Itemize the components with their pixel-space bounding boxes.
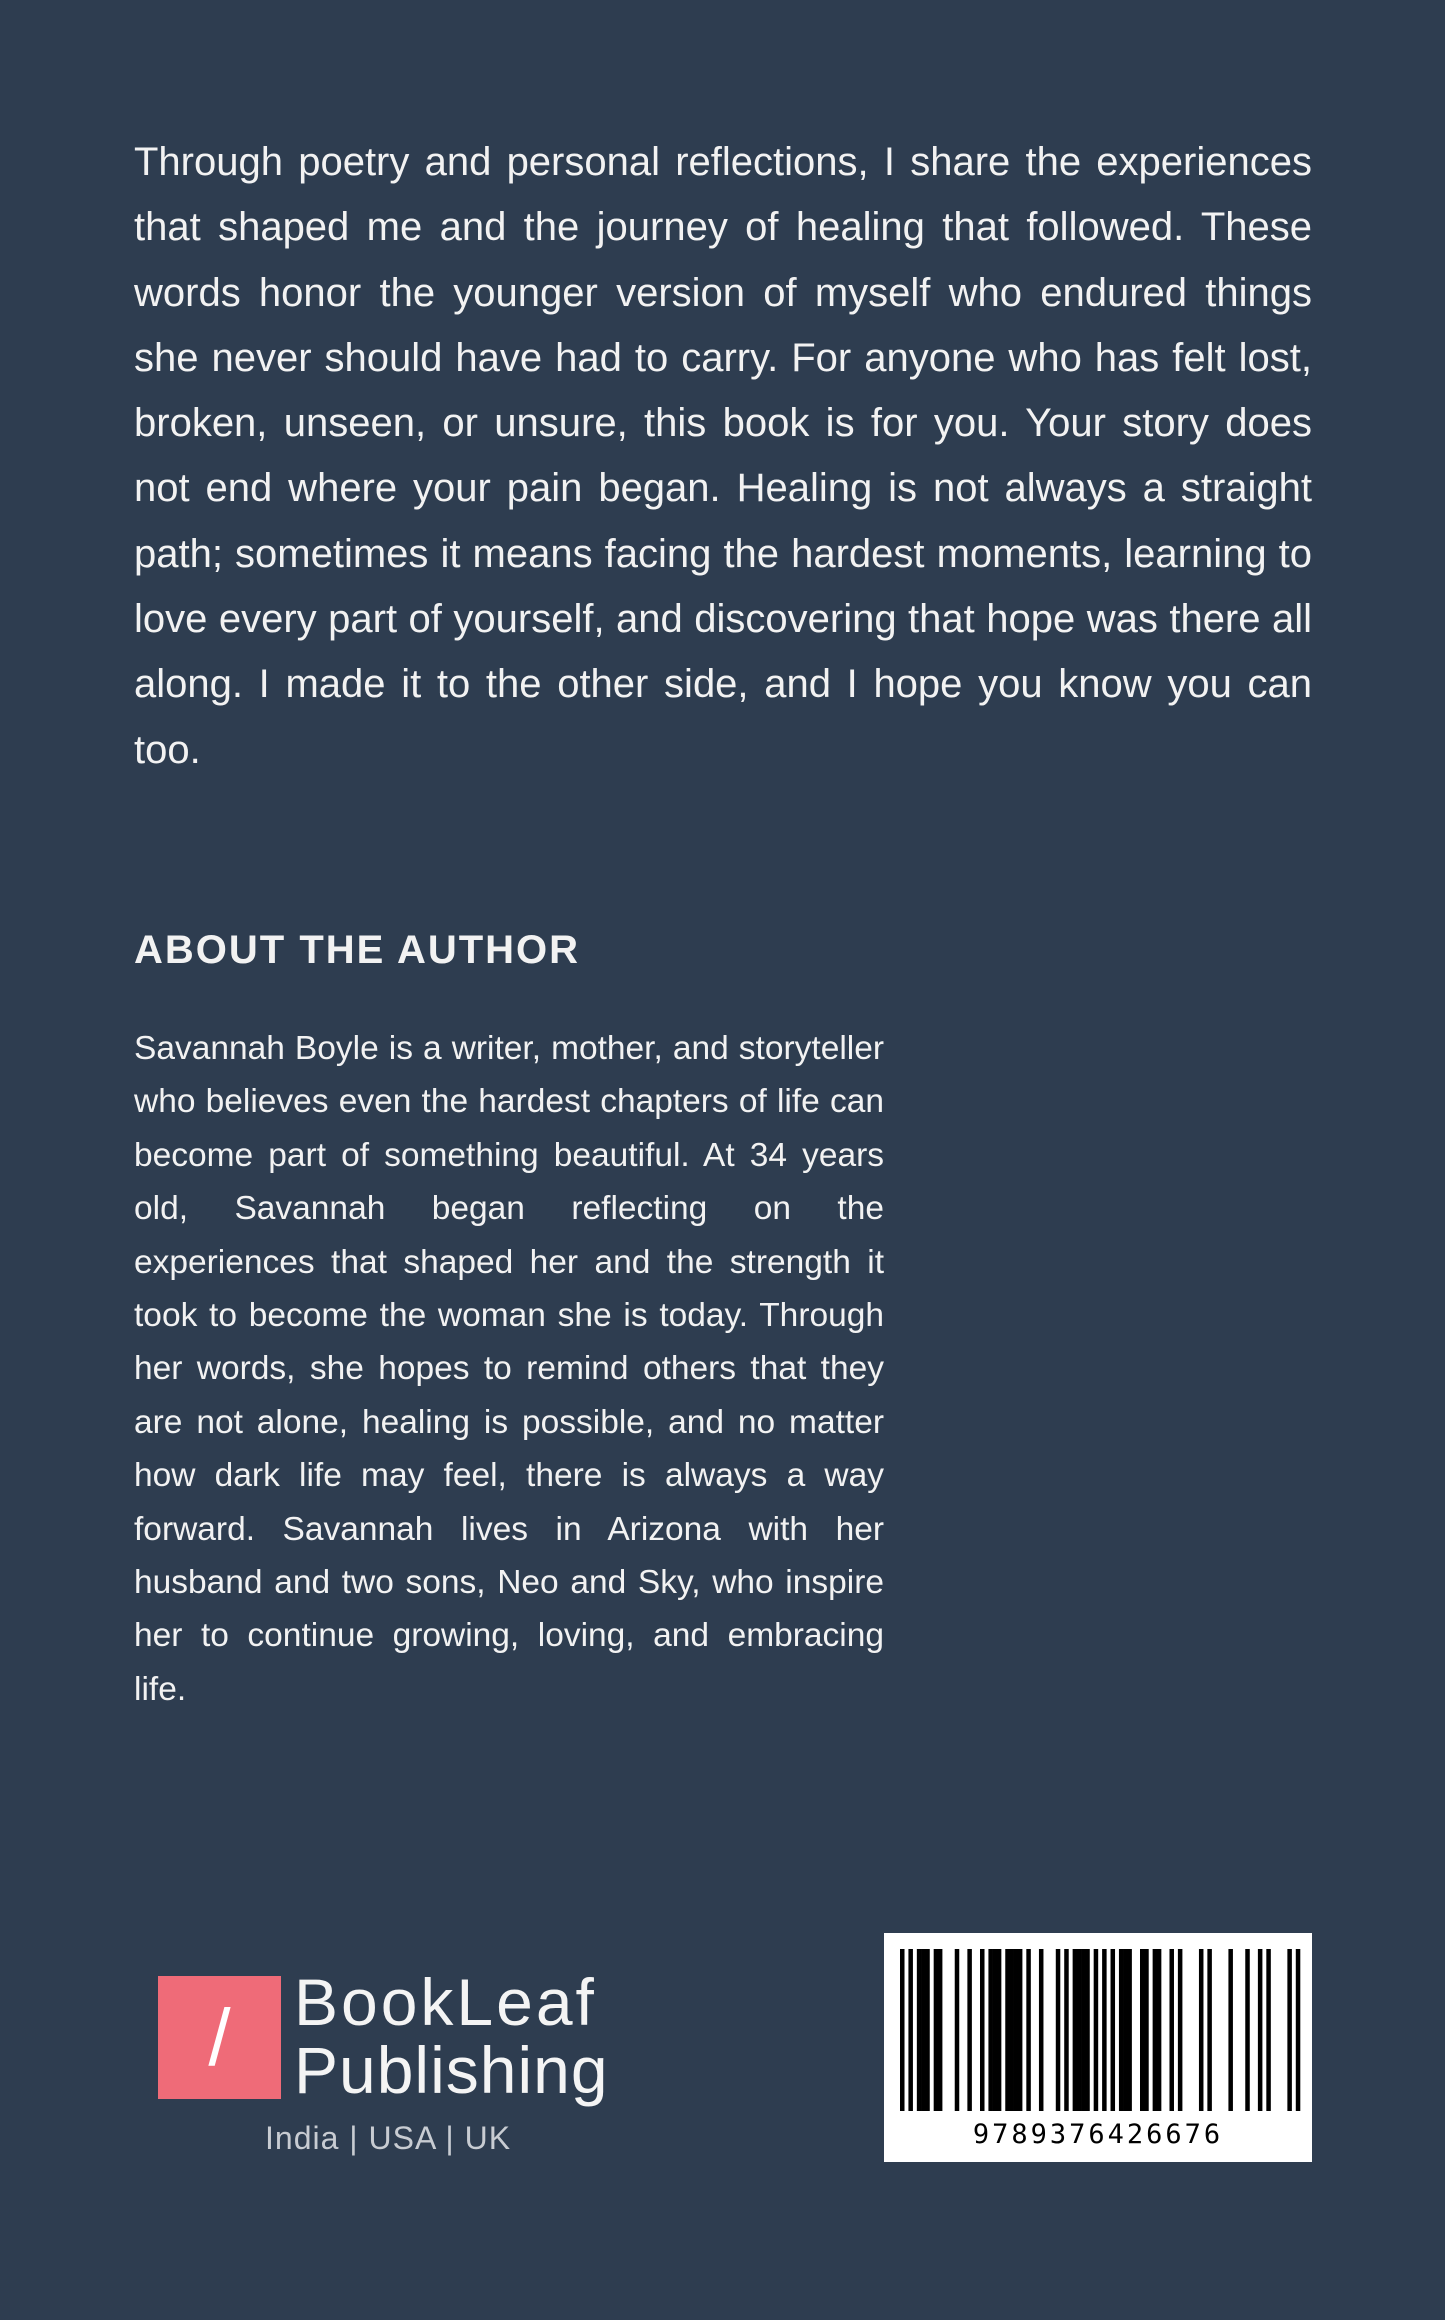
publisher-name-line1: BookLeaf: [294, 1965, 597, 2039]
barcode-bar: [1077, 1949, 1082, 2111]
barcode-bar: [1127, 1949, 1132, 2111]
barcode-bar: [1119, 1949, 1124, 2111]
barcode-bar: [1111, 1949, 1116, 2111]
barcode-bar: [1140, 1949, 1145, 2111]
back-cover-blurb: Through poetry and personal reflections, I share the experiences that shaped me and the journey of healing that followed. These words honor the younger version of myself who endured things she never should have had to carry. For anyone who has felt lost, broken, unseen, or unsure, this book is for you. Your story does not end where your pain began. Healing is not always a straight path; sometimes it means facing the hardest moments, learning to love every part of yourself, and discovering that hope was there all along. I made it to the other side, and I hope you know you can too.: [134, 140, 1312, 772]
barcode-bar: [1123, 1949, 1128, 2111]
barcode-bar: [988, 1949, 993, 2111]
barcode-bar: [993, 1949, 998, 2111]
barcode-bar: [1102, 1949, 1107, 2111]
barcode-bar: [980, 1949, 985, 2111]
barcode-bar: [1081, 1949, 1086, 2111]
barcode-bar: [967, 1949, 972, 2111]
publisher-name-line2: Publishing: [294, 2033, 609, 2107]
publisher-regions: India | USA | UK: [265, 2120, 512, 2156]
barcode-bar: [1157, 1949, 1162, 2111]
isbn-barcode: [884, 1933, 1312, 2162]
barcode-bar: [1014, 1949, 1019, 2111]
barcode-bar: [938, 1949, 943, 2111]
barcode-bar: [1144, 1949, 1149, 2111]
barcode-bar: [1085, 1949, 1090, 2111]
barcode-bar: [1287, 1949, 1292, 2111]
barcode-bar: [1266, 1949, 1271, 2111]
barcode-bar: [1245, 1949, 1250, 2111]
about-author-heading: ABOUT THE AUTHOR: [134, 928, 581, 972]
barcode-bar: [1094, 1949, 1099, 2111]
barcode-bar: [917, 1949, 922, 2111]
barcode-bar: [908, 1949, 913, 2111]
barcode-bar: [925, 1949, 930, 2111]
barcode-bar: [1026, 1949, 1031, 2111]
barcode-bar: [1169, 1949, 1174, 2111]
barcode-bar: [955, 1949, 960, 2111]
barcode-bar: [1199, 1949, 1204, 2111]
isbn-number: 9789376426676: [972, 2119, 1224, 2150]
barcode-bar: [921, 1949, 926, 2111]
author-bio: Savannah Boyle is a writer, mother, and storyteller who believes even the hardest chapters of life can become part of something beautiful. At 34 years old, Savannah began reflecting on the experiences that shaped her and the strength it took to become the woman she is today. Through her words, she hopes to remind others that they are not alone, healing is possible, and no matter how dark life may feel, there is always a way forward. Savannah lives in Arizona with her husband and two sons, Neo and Sky, who inspire her to continue growing, loving, and embracing life.: [134, 1030, 884, 1708]
publisher-logo: [158, 1965, 618, 2168]
logo-slash-mark: /: [208, 1993, 231, 2082]
barcode-bar: [934, 1949, 939, 2111]
barcode-bar: [1258, 1949, 1263, 2111]
barcode-bar: [1178, 1949, 1183, 2111]
barcode-bar: [900, 1949, 905, 2111]
barcode-bar: [1207, 1949, 1212, 2111]
barcode-bar: [1009, 1949, 1014, 2111]
barcode-bar: [1073, 1949, 1078, 2111]
barcode-bar: [1039, 1949, 1044, 2111]
barcode-bar: [1228, 1949, 1233, 2111]
barcode-bar: [1296, 1949, 1301, 2111]
barcode-bar: [1056, 1949, 1061, 2111]
barcode-bar: [1153, 1949, 1158, 2111]
barcode-bar: [1064, 1949, 1069, 2111]
barcode-bar: [1005, 1949, 1010, 2111]
barcode-bar: [997, 1949, 1002, 2111]
barcode-bar: [1018, 1949, 1023, 2111]
